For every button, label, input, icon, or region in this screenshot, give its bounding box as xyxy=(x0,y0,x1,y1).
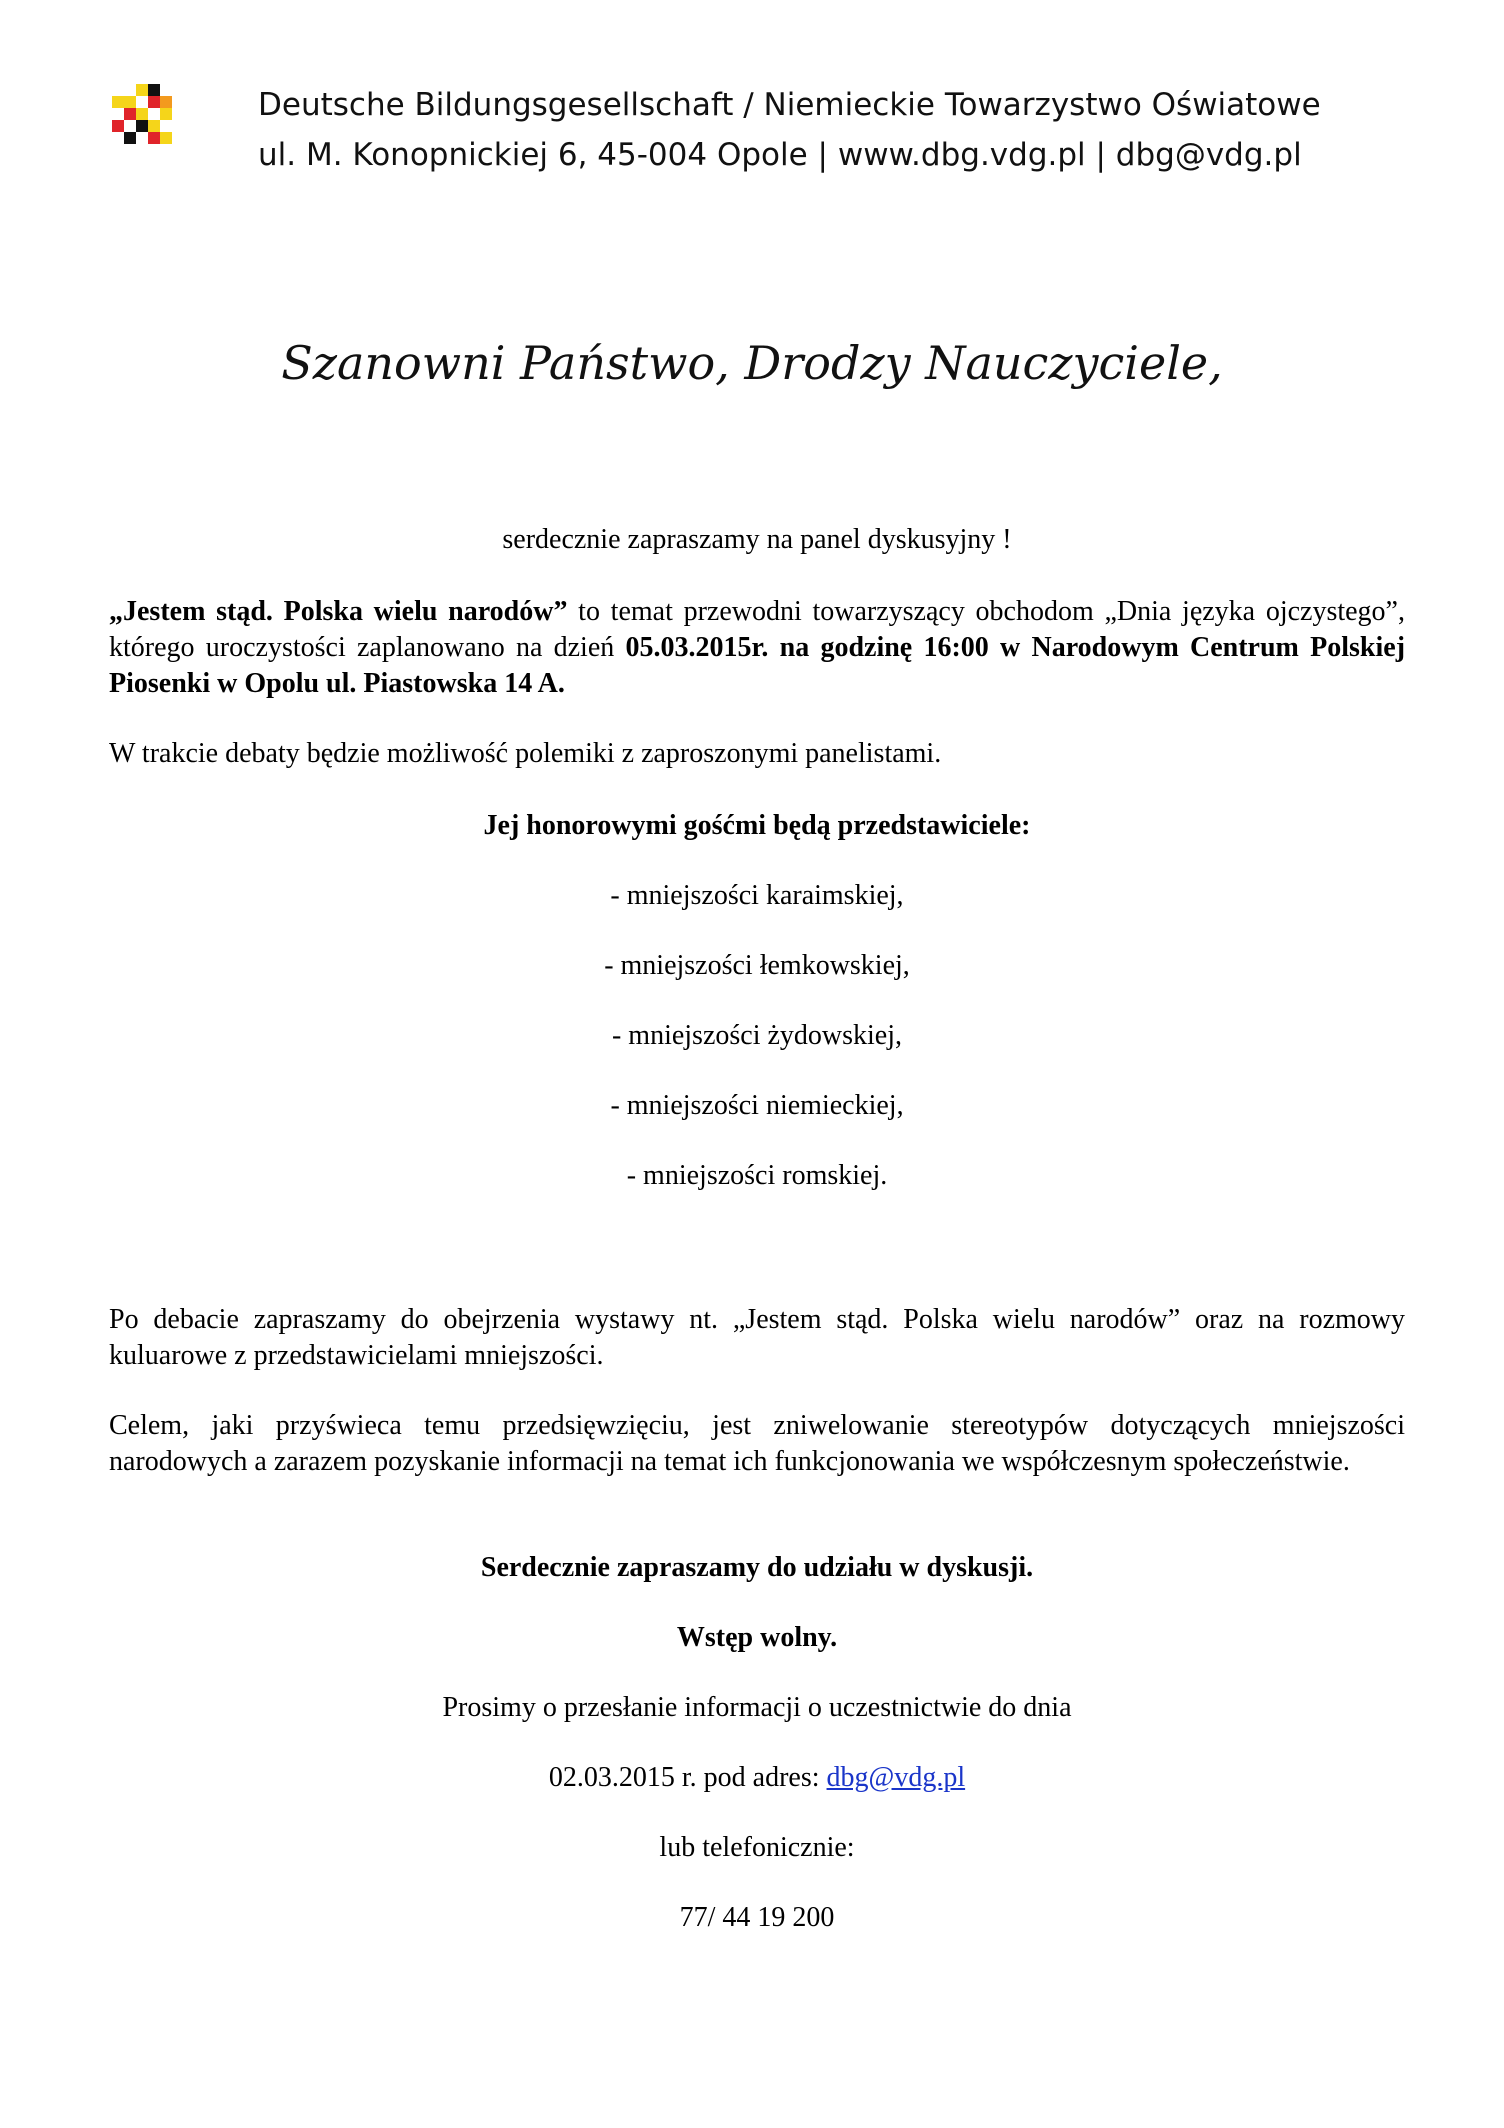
goal-paragraph: Celem, jaki przyświeca temu przedsięwzięciu, jest zniwelowanie stereotypów dotyczących mniejszości narodowych a zarazem pozyskanie informacji na temat ich funkcjonowania we współczesnym społeczeństwie. xyxy=(109,1410,1405,1477)
email-link[interactable]: dbg@vdg.pl xyxy=(826,1762,966,1793)
event-title: „Jestem stąd. Polska wielu narodów” xyxy=(109,596,568,627)
invite-line: Serdecznie zapraszamy do udziału w dyskusji. xyxy=(480,1552,1034,1583)
debate-line: W trakcie debaty będzie możliwość polemiki z zaproszonymi panelistami. xyxy=(109,738,942,769)
guest-item-jewish: - mniejszości żydowskiej, xyxy=(611,1020,903,1051)
organization-logo-icon xyxy=(112,84,184,156)
guest-item-karaim: - mniejszości karaimskiej, xyxy=(610,880,904,911)
rsvp-date: 02.03.2015 r. pod adres: xyxy=(548,1762,827,1793)
salutation: Szanowni Państwo, Drodzy Nauczyciele, xyxy=(281,336,1223,390)
after-debate-paragraph: Po debacie zapraszamy do obejrzenia wystawy nt. „Jestem stąd. Polska wielu narodów” oraz na rozmowy kuluarowe z przedstawicielami mniejszości. xyxy=(109,1304,1405,1371)
topic-text: to temat przewodni towarzyszący obchodom „Dnia języka ojczystego”, którego uroczystości zaplanowano na dzień xyxy=(109,596,1405,663)
phone-label: lub telefonicznie: xyxy=(659,1832,855,1863)
event-details: 05.03.2015r. na godzinę 16:00 w Narodowym Centrum Polskiej Piosenki w Opolu ul. Piastowska 14 A. xyxy=(109,632,1406,699)
guest-item-german: - mniejszości niemieckiej, xyxy=(610,1090,904,1121)
topic-paragraph xyxy=(109,594,1405,702)
organization-info xyxy=(258,80,1321,180)
organization-address: ul. M. Konopnickiej 6, 45-004 Opole | www.dbg.vdg.pl | dbg@vdg.pl xyxy=(258,137,1302,173)
organization-name: Deutsche Bildungsgesellschaft / Niemieckie Towarzystwo Oświatowe xyxy=(258,87,1321,123)
rsvp-deadline xyxy=(109,1760,1405,1796)
phone-number: 77/ 44 19 200 xyxy=(679,1902,835,1933)
rsvp-request: Prosimy o przesłanie informacji o uczestnictwie do dnia xyxy=(442,1692,1072,1723)
guest-item-lemko: - mniejszości łemkowskiej, xyxy=(604,950,910,981)
guests-heading: Jej honorowymi gośćmi będą przedstawiciele: xyxy=(483,810,1031,841)
free-entry-line: Wstęp wolny. xyxy=(676,1622,838,1653)
guest-item-roma: - mniejszości romskiej. xyxy=(626,1160,888,1191)
intro-line: serdecznie zapraszamy na panel dyskusyjny ! xyxy=(502,524,1012,555)
